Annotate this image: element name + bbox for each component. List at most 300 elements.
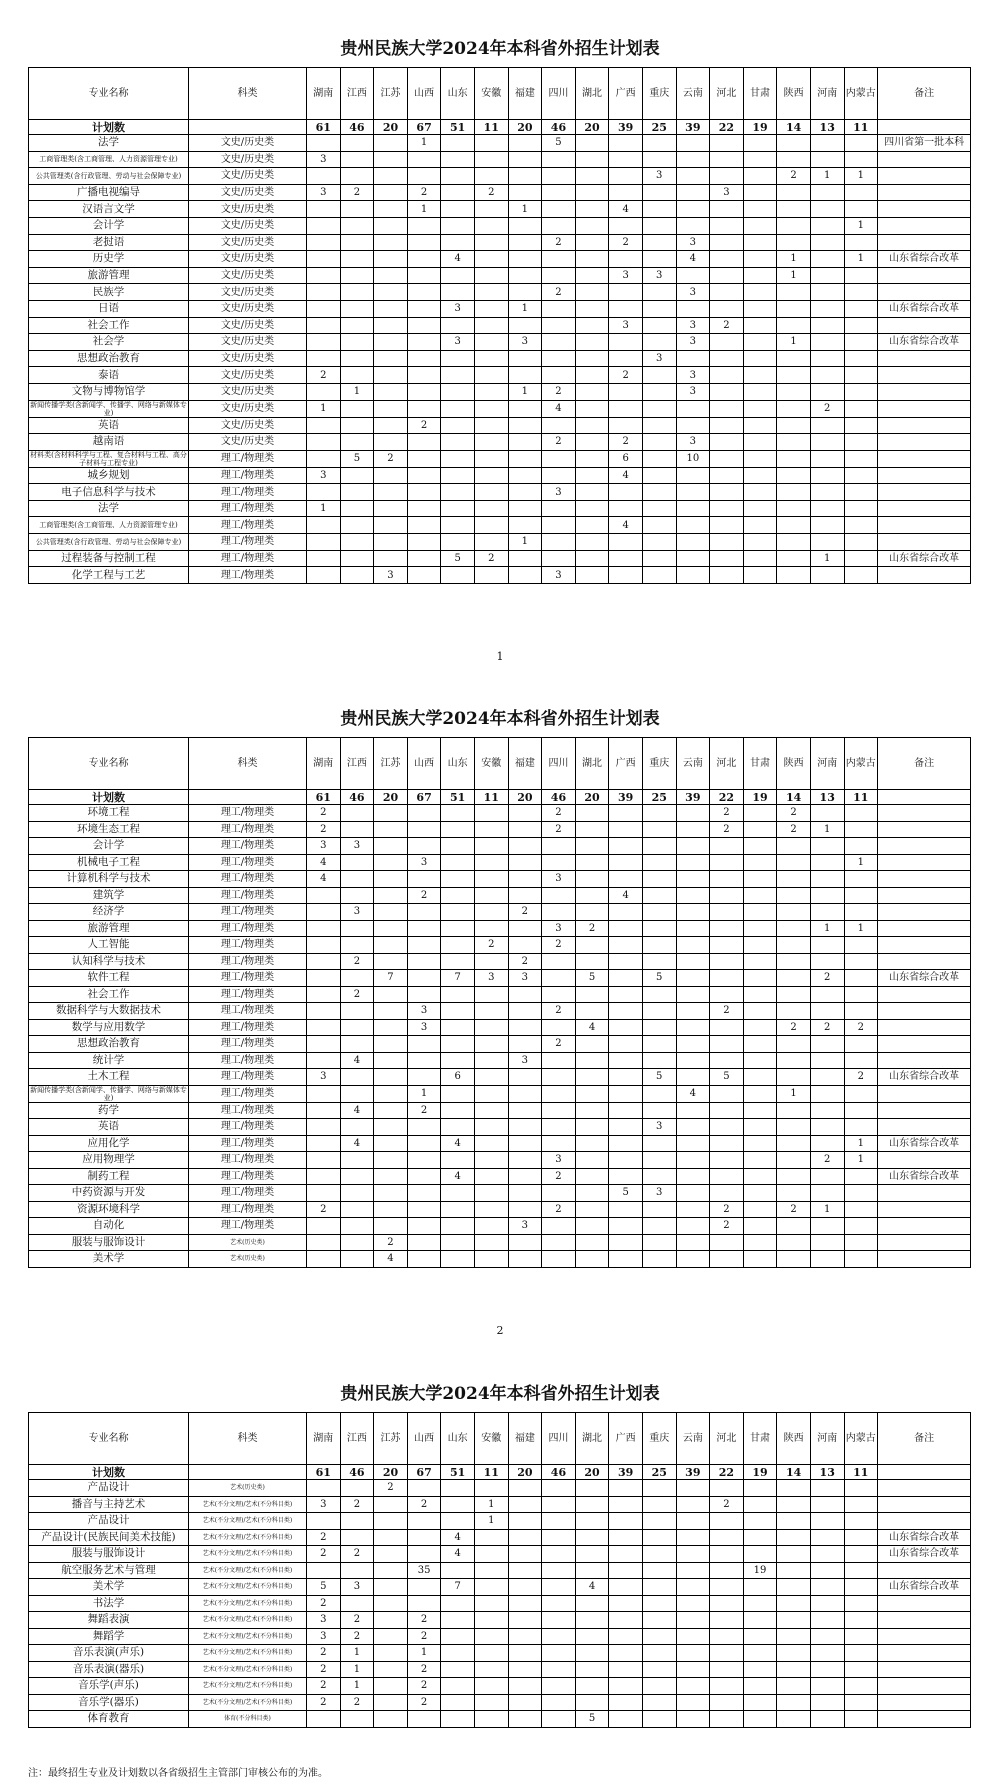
quota-cell [340,1201,374,1218]
quota-cell [676,500,710,517]
quota-cell: 2 [542,383,576,400]
quota-cell [777,1036,811,1053]
table-row [29,1218,971,1235]
major-name-cell: 产品设计(民族民间美术技能) [29,1529,189,1546]
quota-cell [743,805,777,822]
quota-cell [340,1152,374,1169]
quota-cell: 4 [441,251,475,268]
quota-cell [374,1678,408,1695]
quota-cell [844,184,878,201]
quota-cell [642,567,676,584]
quota-cell [777,300,811,317]
quota-cell [441,267,475,284]
header-province: 山东 [441,68,475,120]
quota-cell [810,383,844,400]
quota-cell [710,970,744,987]
category-cell: 文史/历史类 [189,201,307,218]
quota-cell [307,1168,341,1185]
quota-cell: 1 [407,1645,441,1662]
plan-count-cell: 20 [508,1465,542,1480]
quota-cell [844,805,878,822]
quota-cell [777,550,811,567]
note-cell [878,838,971,855]
category-cell: 艺术(不分文理)/艺术(不分科目类) [189,1579,307,1596]
quota-cell: 2 [810,400,844,417]
quota-cell: 2 [340,1496,374,1513]
quota-cell [575,467,609,484]
quota-cell [642,300,676,317]
plan-table [28,67,971,584]
quota-cell [710,1645,744,1662]
table-row [29,467,971,484]
quota-cell [441,217,475,234]
quota-cell: 2 [407,887,441,904]
quota-cell [407,434,441,451]
quota-cell [810,450,844,467]
quota-cell [508,1480,542,1497]
quota-cell [710,1168,744,1185]
quota-cell [307,434,341,451]
quota-cell [609,1711,643,1728]
quota-cell [474,887,508,904]
quota-cell [508,1661,542,1678]
quota-cell [642,334,676,351]
quota-cell [810,500,844,517]
quota-cell [710,400,744,417]
quota-cell [710,1529,744,1546]
quota-cell [710,284,744,301]
quota-cell [810,1119,844,1136]
quota-cell [508,367,542,384]
quota-cell [844,467,878,484]
quota-cell: 1 [844,217,878,234]
header-row [29,1413,971,1465]
major-name-cell: 旅游管理 [29,267,189,284]
quota-cell: 3 [508,334,542,351]
quota-cell [474,805,508,822]
quota-cell [642,1579,676,1596]
quota-cell [407,383,441,400]
quota-cell: 2 [710,1496,744,1513]
quota-cell [710,887,744,904]
quota-cell [575,284,609,301]
quota-cell [307,986,341,1003]
quota-cell [542,267,576,284]
quota-cell: 3 [508,1052,542,1069]
header-province: 江西 [340,738,374,790]
table-row [29,284,971,301]
quota-cell [743,1102,777,1119]
major-name-cell: 音乐学(声乐) [29,1678,189,1695]
quota-cell [642,1234,676,1251]
quota-cell [542,1234,576,1251]
quota-cell [777,484,811,501]
quota-cell [340,400,374,417]
quota-cell [710,838,744,855]
quota-cell [777,1645,811,1662]
note-cell: 山东省综合改革 [878,334,971,351]
quota-cell [642,317,676,334]
major-name-cell: 航空服务艺术与管理 [29,1562,189,1579]
major-name-cell: 服装与服饰设计 [29,1546,189,1563]
category-cell: 理工/物理类 [189,887,307,904]
quota-cell [642,1135,676,1152]
quota-cell [777,1234,811,1251]
quota-cell [575,937,609,954]
quota-cell [407,1119,441,1136]
quota-cell [508,1513,542,1530]
quota-cell [642,1562,676,1579]
quota-cell [374,350,408,367]
quota-cell: 2 [777,805,811,822]
quota-cell [407,1711,441,1728]
quota-cell: 2 [844,1019,878,1036]
table-row [29,1496,971,1513]
quota-cell [542,467,576,484]
quota-cell [609,970,643,987]
note-cell [878,367,971,384]
quota-cell [474,1036,508,1053]
quota-cell [407,500,441,517]
quota-cell [508,1678,542,1695]
quota-cell [575,1085,609,1102]
table-row [29,953,971,970]
quota-cell [844,317,878,334]
quota-cell: 6 [441,1069,475,1086]
quota-cell: 1 [474,1513,508,1530]
table-row [29,1102,971,1119]
quota-cell [642,805,676,822]
quota-cell: 1 [844,1152,878,1169]
quota-cell [474,434,508,451]
quota-cell [810,1234,844,1251]
table-row [29,1628,971,1645]
category-cell: 文史/历史类 [189,217,307,234]
quota-cell [777,1185,811,1202]
quota-cell: 3 [542,920,576,937]
quota-cell: 2 [542,805,576,822]
quota-cell [676,217,710,234]
quota-cell [508,986,542,1003]
quota-cell [710,904,744,921]
major-name-cell: 建筑学 [29,887,189,904]
quota-cell [542,534,576,551]
quota-cell [743,135,777,152]
quota-cell: 1 [340,1661,374,1678]
quota-cell [810,534,844,551]
quota-cell [810,953,844,970]
header-province: 湖南 [307,68,341,120]
quota-cell [710,1546,744,1563]
quota-cell: 3 [609,317,643,334]
quota-cell: 4 [542,400,576,417]
quota-cell [340,567,374,584]
table-row [29,1019,971,1036]
category-cell: 理工/物理类 [189,517,307,534]
quota-cell [642,986,676,1003]
category-cell: 理工/物理类 [189,937,307,954]
header-province: 甘肃 [743,738,777,790]
major-name-cell: 工商管理类(含工商管理、人力资源管理专业) [29,151,189,168]
table-row [29,417,971,434]
quota-cell [743,517,777,534]
quota-cell [307,1152,341,1169]
quota-cell [374,317,408,334]
quota-cell: 2 [340,184,374,201]
quota-cell: 5 [575,1711,609,1728]
quota-cell [374,1546,408,1563]
quota-cell [374,937,408,954]
header-province: 安徽 [474,738,508,790]
quota-cell [710,1595,744,1612]
quota-cell [340,1595,374,1612]
quota-cell [810,350,844,367]
quota-cell [743,234,777,251]
plan-count-cell: 46 [542,1465,576,1480]
note-cell [878,854,971,871]
quota-cell [508,500,542,517]
quota-cell [609,534,643,551]
quota-cell [407,1036,441,1053]
quota-cell: 6 [609,450,643,467]
quota-cell [844,986,878,1003]
quota-cell [441,1612,475,1629]
quota-cell: 3 [307,467,341,484]
major-name-cell: 文物与博物馆学 [29,383,189,400]
table-row [29,1135,971,1152]
quota-cell [676,1168,710,1185]
note-cell [878,1003,971,1020]
header-note: 备注 [878,738,971,790]
quota-cell [374,434,408,451]
quota-cell [777,1595,811,1612]
category-cell: 理工/物理类 [189,1185,307,1202]
quota-cell: 2 [609,367,643,384]
quota-cell [743,284,777,301]
quota-cell [844,234,878,251]
header-province: 陕西 [777,1413,811,1465]
quota-cell [743,1496,777,1513]
quota-cell [575,1168,609,1185]
quota-cell [575,484,609,501]
quota-cell [642,937,676,954]
quota-cell [374,234,408,251]
quota-cell [710,267,744,284]
quota-cell: 3 [474,970,508,987]
quota-cell [374,1579,408,1596]
quota-cell [810,1595,844,1612]
quota-cell [542,201,576,218]
note-cell [878,517,971,534]
quota-cell [609,1234,643,1251]
quota-cell [676,350,710,367]
quota-cell [642,920,676,937]
category-cell: 理工/物理类 [189,550,307,567]
category-cell: 体育(不分科目类) [189,1711,307,1728]
quota-cell [441,500,475,517]
quota-cell: 4 [441,1546,475,1563]
quota-cell [844,871,878,888]
quota-cell: 2 [374,1480,408,1497]
quota-cell [441,168,475,185]
quota-cell [542,986,576,1003]
plan-count-cell: 61 [307,1465,341,1480]
quota-cell [575,517,609,534]
quota-cell [374,467,408,484]
quota-cell [743,1251,777,1268]
major-name-cell: 思想政治教育 [29,350,189,367]
quota-cell [609,1678,643,1695]
quota-cell [508,1185,542,1202]
quota-cell [844,970,878,987]
plan-count-cell: 67 [407,120,441,135]
quota-cell [743,334,777,351]
quota-cell [676,1234,710,1251]
quota-cell [508,434,542,451]
quota-cell: 3 [676,367,710,384]
quota-cell [676,550,710,567]
quota-cell [844,417,878,434]
quota-cell [307,1036,341,1053]
quota-cell [642,1711,676,1728]
quota-cell [609,1218,643,1235]
quota-cell [374,400,408,417]
major-name-cell: 汉语言文学 [29,201,189,218]
quota-cell [474,1579,508,1596]
quota-cell [474,1218,508,1235]
quota-cell [642,484,676,501]
quota-cell [374,854,408,871]
quota-cell [743,986,777,1003]
quota-cell: 3 [542,871,576,888]
quota-cell: 1 [407,201,441,218]
quota-cell [575,1595,609,1612]
quota-cell [743,151,777,168]
header-province: 广西 [609,738,643,790]
quota-cell [676,1579,710,1596]
quota-cell [710,1102,744,1119]
plan-count-cell: 46 [542,790,576,805]
quota-cell [474,871,508,888]
note-cell [878,1612,971,1629]
quota-cell [710,1628,744,1645]
quota-cell [441,871,475,888]
header-row [29,68,971,120]
quota-cell [374,986,408,1003]
quota-cell [642,367,676,384]
category-cell: 理工/物理类 [189,1019,307,1036]
quota-cell [810,1562,844,1579]
quota-cell [542,1135,576,1152]
quota-cell [676,168,710,185]
quota-cell [508,467,542,484]
quota-cell [307,970,341,987]
quota-cell [676,184,710,201]
quota-cell [676,904,710,921]
quota-cell [575,367,609,384]
quota-cell [508,1496,542,1513]
quota-cell: 3 [609,267,643,284]
quota-cell [508,1234,542,1251]
quota-cell [474,1234,508,1251]
quota-cell [810,937,844,954]
quota-cell: 3 [676,284,710,301]
quota-cell [777,1119,811,1136]
quota-cell [844,1102,878,1119]
quota-cell: 2 [307,1546,341,1563]
quota-cell [542,970,576,987]
quota-cell [374,1513,408,1530]
quota-cell [642,1628,676,1645]
quota-cell [642,467,676,484]
quota-cell: 2 [508,953,542,970]
quota-cell [642,151,676,168]
header-province: 河南 [810,1413,844,1465]
quota-cell: 5 [542,135,576,152]
category-cell: 理工/物理类 [189,805,307,822]
quota-cell [374,1119,408,1136]
quota-cell: 2 [474,550,508,567]
quota-cell [844,1513,878,1530]
quota-cell [676,1036,710,1053]
quota-cell [575,151,609,168]
quota-cell [777,517,811,534]
note-cell: 四川省第一批本科 [878,135,971,152]
quota-cell [810,1102,844,1119]
quota-cell: 2 [542,1201,576,1218]
quota-cell [407,1529,441,1546]
plan-count-cell: 11 [844,120,878,135]
header-province: 福建 [508,1413,542,1465]
quota-cell [609,871,643,888]
quota-cell [407,937,441,954]
quota-cell [307,1135,341,1152]
quota-cell [844,1628,878,1645]
plan-count-cell: 22 [710,120,744,135]
quota-cell [676,1003,710,1020]
plan-count-cell: 25 [642,790,676,805]
quota-cell [542,500,576,517]
quota-cell: 2 [542,1168,576,1185]
quota-cell [542,550,576,567]
table-row [29,937,971,954]
category-cell: 理工/物理类 [189,1052,307,1069]
table-row [29,1003,971,1020]
quota-cell [642,1152,676,1169]
note-cell [878,953,971,970]
quota-cell [844,1595,878,1612]
header-province: 福建 [508,68,542,120]
quota-cell [441,1711,475,1728]
note-cell [878,1019,971,1036]
header-province: 湖北 [575,738,609,790]
quota-cell [407,284,441,301]
quota-cell: 2 [340,953,374,970]
quota-cell [542,334,576,351]
quota-cell [743,937,777,954]
quota-cell: 4 [676,1085,710,1102]
header-province: 湖南 [307,1413,341,1465]
quota-cell [743,317,777,334]
quota-cell: 1 [508,201,542,218]
quota-cell: 1 [810,168,844,185]
quota-cell: 1 [508,383,542,400]
quota-cell [743,267,777,284]
quota-cell: 3 [307,151,341,168]
quota-cell: 1 [844,168,878,185]
quota-cell [374,1019,408,1036]
quota-cell [844,904,878,921]
